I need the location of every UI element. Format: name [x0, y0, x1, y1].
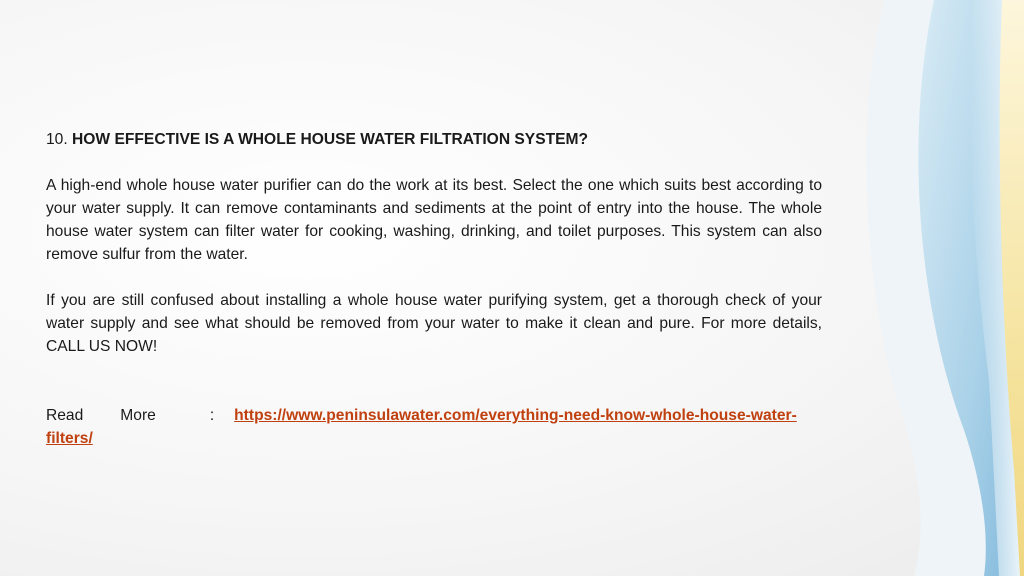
read-more-link-line1[interactable]: https://www.peninsulawater.com/everything-need-know-whole-house-water-: [234, 407, 797, 424]
read-more-label-more: More: [120, 407, 156, 424]
read-more-link-cont[interactable]: [46, 430, 93, 447]
read-more-link-continuation: [46, 427, 822, 450]
question-heading: [46, 128, 822, 151]
answer-paragraph-1: A high-end whole house water purifier can do the work at its best. Select the one which suits best according to your water supply. It can remove contaminants and sediments at the point of entry into the house. The whole house water system can filter water for cooking, washing, drinking, and toilet purposes. This system can also remove sulfur from the water.: [46, 177, 822, 263]
answer-paragraph-2: If you are still confused about installing a whole house water purifying system, get a thorough check of your water supply and see what should be removed from your water to make it clean and pure. For more details, CALL US NOW!: [46, 292, 822, 355]
read-more-link-line2[interactable]: filters/: [46, 430, 93, 447]
read-more-row: [46, 404, 822, 427]
decorative-wave-graphic: [824, 0, 1024, 576]
slide-content: [46, 128, 822, 450]
read-more-label-read: Read: [46, 407, 84, 424]
read-more-link[interactable]: [234, 404, 797, 427]
question-title: HOW EFFECTIVE IS A WHOLE HOUSE WATER FILTRATION SYSTEM?: [72, 131, 589, 148]
question-number: 10.: [46, 131, 68, 148]
read-more-colon: :: [209, 407, 215, 424]
